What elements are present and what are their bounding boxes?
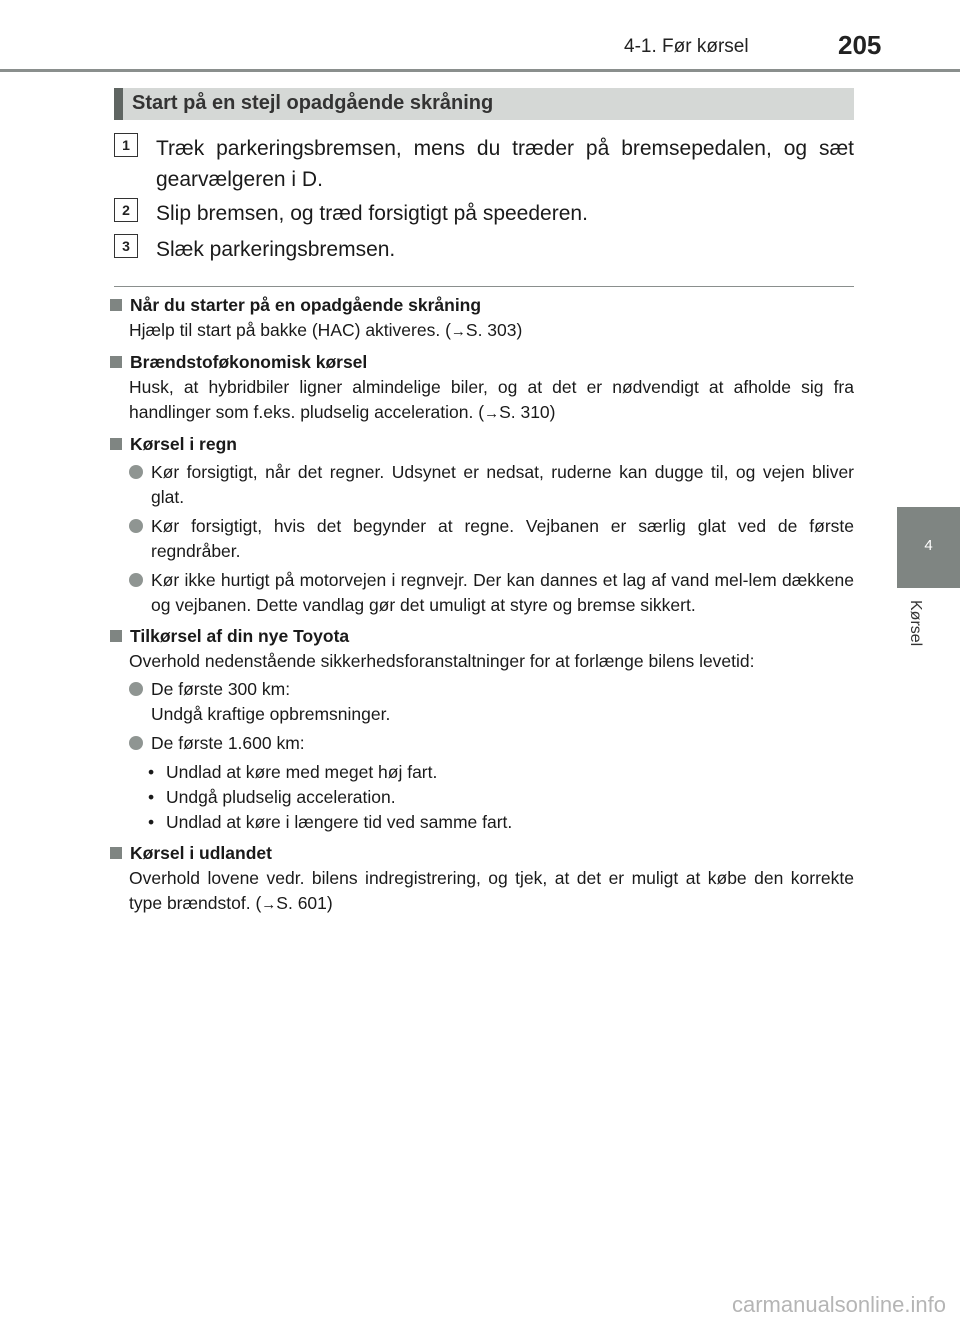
list-item: • Undlad at køre i længere tid ved samme fart. <box>166 810 854 835</box>
note-body: Hjælp til start på bakke (HAC) aktiveres. (→S. 303) <box>129 320 523 340</box>
note-heading: Når du starter på en opadgående skråning <box>130 295 482 315</box>
arrow-right-icon: → <box>484 405 500 422</box>
circle-bullet-icon <box>129 736 143 750</box>
note-fuel-economy <box>110 350 854 426</box>
note-heading: Kørsel i regn <box>130 434 237 454</box>
page-number: 205 <box>838 30 882 60</box>
note-heading: Tilkørsel af din nye Toyota <box>130 626 350 646</box>
step-text: Slip bremsen, og træd forsigtigt på speederen. <box>156 202 588 225</box>
section-heading-accent <box>114 88 123 120</box>
note-heading: Brændstoføkonomisk kørsel <box>130 352 368 372</box>
circle-bullet-icon <box>129 682 143 696</box>
chapter-tab-number: 4 <box>924 537 933 554</box>
note-body: Overhold nedenstående sikkerhedsforanstaltninger for at forlænge bilens levetid: <box>129 651 755 671</box>
note-body: Overhold lovene vedr. bilens indregistrering, og tjek, at det er muligt at købe den korrekte type brændstof. (→S. 601) <box>129 868 854 913</box>
step-text: Træk parkeringsbremsen, mens du træder på bremsepedalen, og sæt gearvælgeren i D. <box>156 137 854 191</box>
list-item: • Undgå pludselig acceleration. <box>166 785 854 810</box>
square-bullet-icon <box>110 438 122 450</box>
arrow-right-icon: → <box>450 323 466 340</box>
notes-section <box>110 293 854 923</box>
arrow-right-icon: → <box>261 896 277 913</box>
list-item: • Undlad at køre med meget høj fart. <box>166 760 854 785</box>
running-header-section: 4-1. Før kørsel <box>624 36 749 57</box>
circle-bullet-icon <box>129 519 143 533</box>
step-number: 3 <box>114 234 138 258</box>
list-item: Kør forsigtigt, hvis det begynder at regne. Vejbanen er særlig glat ved de første regndråber. <box>110 514 854 564</box>
note-break-in <box>110 624 854 835</box>
step-number: 1 <box>114 133 138 157</box>
note-hill-start <box>110 293 854 344</box>
list-item: Kør ikke hurtigt på motorvejen i regnvejr. Der kan dannes et lag af vand mel-lem dækkene og vejbanen. Dette vandlag gør det umuligt at styre og bremse sikkert. <box>110 568 854 618</box>
chapter-label: Kørsel <box>907 600 924 647</box>
watermark: carmanualsonline.info <box>731 1292 946 1317</box>
square-bullet-icon <box>110 356 122 368</box>
note-heading: Kørsel i udlandet <box>130 843 272 863</box>
list-item: De første 300 km: Undgå kraftige opbremsninger. <box>110 677 854 727</box>
circle-bullet-icon <box>129 573 143 587</box>
step-1 <box>114 133 854 195</box>
chapter-tab <box>897 507 960 588</box>
dot-list <box>110 760 854 835</box>
step-text: Slæk parkeringsbremsen. <box>156 238 396 261</box>
step-3 <box>114 234 854 265</box>
step-2 <box>114 198 854 229</box>
circle-bullet-icon <box>129 465 143 479</box>
square-bullet-icon <box>110 630 122 642</box>
list-item: Kør forsigtigt, når det regner. Udsynet er nedsat, ruderne kan dugge til, og vejen bliver glat. <box>110 460 854 510</box>
square-bullet-icon <box>110 299 122 311</box>
section-title: Start på en stejl opadgående skråning <box>132 92 494 114</box>
section-divider <box>114 286 854 287</box>
note-abroad <box>110 841 854 917</box>
section-heading-bar <box>114 88 854 120</box>
step-number: 2 <box>114 198 138 222</box>
note-rain <box>110 432 854 618</box>
square-bullet-icon <box>110 847 122 859</box>
note-body: Husk, at hybridbiler ligner almindelige biler, og at det er nødvendigt at afholde sig fra handlinger som f.eks. pludselig acceleration. (→S. 310) <box>129 377 854 422</box>
header-rule <box>0 69 960 72</box>
list-item: De første 1.600 km: <box>110 731 854 756</box>
